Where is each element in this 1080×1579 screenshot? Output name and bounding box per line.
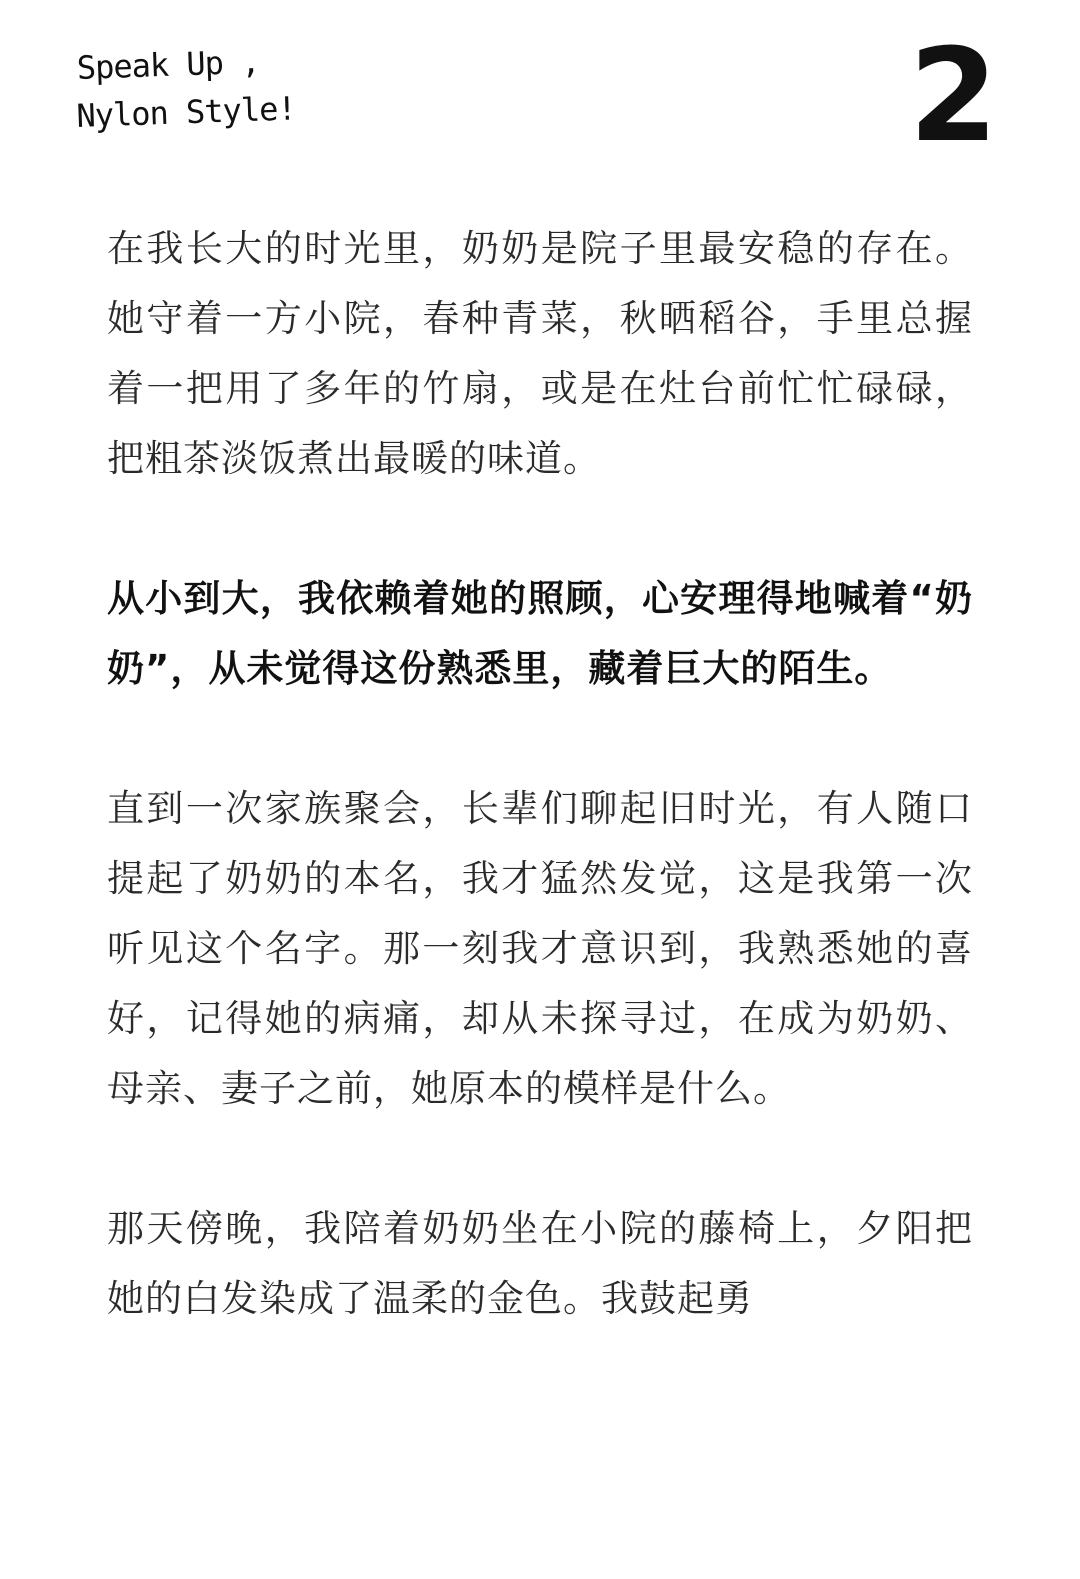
- brand-line-1: Speak Up ,: [76, 42, 261, 87]
- article-body: [107, 214, 973, 1404]
- paragraph-3: 直到一次家族聚会，长辈们聊起旧时光，有人随口提起了奶奶的本名，我才猛然发觉，这是我第一次听见这个名字。那一刻我才意识到，我熟悉她的喜好，记得她的病痛，却从未探寻过，在成为奶奶、母亲、妻子之前，她原本的模样是什么。: [107, 787, 973, 1110]
- paragraph-4: 那天傍晚，我陪着奶奶坐在小院的藤椅上，夕阳把她的白发染成了温柔的金色。我鼓起勇: [107, 1207, 973, 1320]
- brand-logo: [76, 36, 296, 140]
- brand-line-2: Nylon Style!: [75, 89, 297, 136]
- paragraph-2-bold: 从小到大，我依赖着她的照顾，心安理得地喊着“奶奶”，从未觉得这份熟悉里，藏着巨大的陌生。: [107, 577, 973, 690]
- page-number: 2: [908, 22, 998, 171]
- paragraph-1: 在我长大的时光里，奶奶是院子里最安稳的存在。她守着一方小院，春种青菜，秋晒稻谷，手里总握着一把用了多年的竹扇，或是在灶台前忙忙碌碌，把粗茶淡饭煮出最暖的味道。: [107, 227, 973, 480]
- page-header: [0, 0, 1080, 170]
